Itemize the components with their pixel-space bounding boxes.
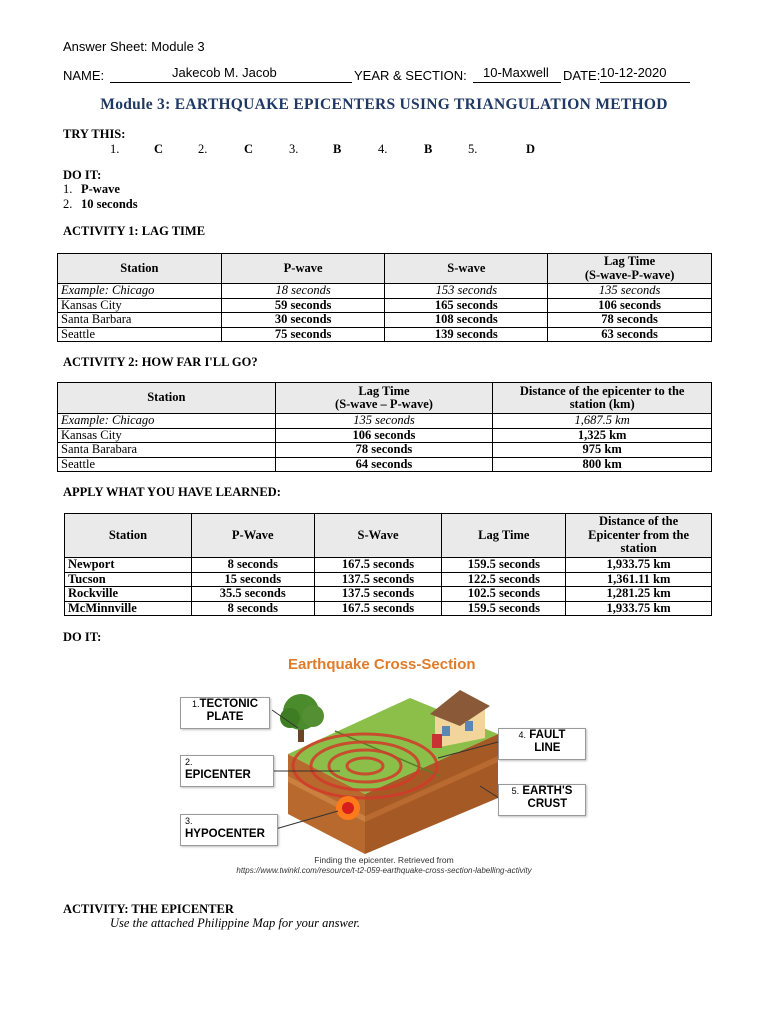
table-cell: 137.5 seconds <box>314 587 442 602</box>
table-row <box>58 457 712 472</box>
table-header: S-wave <box>385 254 548 284</box>
table-row <box>65 587 712 602</box>
try-item-4-answer: B <box>424 142 433 156</box>
label-tectonic-plate <box>180 697 270 729</box>
year-section-label: YEAR & SECTION: <box>354 68 467 83</box>
activity2-heading: ACTIVITY 2: HOW FAR I'LL GO? <box>63 355 258 369</box>
table-cell: Tucson <box>65 572 192 587</box>
table-cell: 1,281.25 km <box>566 587 712 602</box>
label-number: 2. <box>185 757 193 767</box>
label-number: 1. <box>191 699 200 709</box>
table-cell: 78 seconds <box>548 313 712 328</box>
label-fault-line <box>498 728 586 760</box>
table-cell: 1,687.5 km <box>493 414 712 429</box>
label-text: FAULT LINE <box>529 729 566 754</box>
table-cell: 800 km <box>493 457 712 472</box>
table-row <box>65 601 712 616</box>
table-cell: Example: Chicago <box>58 414 276 429</box>
label-number: 5. <box>511 786 520 796</box>
table-header: Lag Time (S-wave-P-wave) <box>548 254 712 284</box>
do-it-heading: DO IT: <box>63 168 102 182</box>
table-cell: 167.5 seconds <box>314 558 442 573</box>
table-cell: 75 seconds <box>221 327 385 342</box>
table-cell: 30 seconds <box>221 313 385 328</box>
epicenter-heading: ACTIVITY: THE EPICENTER <box>63 902 234 916</box>
try-item-2-num: 2. <box>198 142 208 156</box>
table-header: Distance of the epicenter to the station (km) <box>493 383 712 414</box>
label-earths-crust <box>498 784 586 816</box>
date-label: DATE: <box>563 68 601 83</box>
try-item-2-answer: C <box>244 142 254 156</box>
table-header: Station <box>58 383 276 414</box>
label-text: HYPOCENTER <box>185 828 265 840</box>
try-item-1-answer: C <box>154 142 164 156</box>
label-number: 4. <box>518 730 527 740</box>
do-it-item-1-text: P-wave <box>81 182 120 196</box>
table-cell: 63 seconds <box>548 327 712 342</box>
table-cell: Santa Barabara <box>58 443 276 458</box>
label-number: 3. <box>185 816 193 826</box>
table-cell: 102.5 seconds <box>442 587 566 602</box>
label-text: EPICENTER <box>185 769 251 781</box>
table-cell: Seattle <box>58 457 276 472</box>
try-item-5-num: 5. <box>468 142 478 156</box>
table-row <box>58 443 712 458</box>
try-item-5-answer: D <box>526 142 536 156</box>
name-value: Jakecob M. Jacob <box>172 65 277 80</box>
table-header: Distance of the Epicenter from the station <box>566 514 712 558</box>
table-cell: Kansas City <box>58 428 276 443</box>
apply-heading: APPLY WHAT YOU HAVE LEARNED: <box>63 485 281 499</box>
try-item-4-num: 4. <box>378 142 388 156</box>
table-header: Station <box>65 514 192 558</box>
do-it-item-2-num: 2. <box>63 197 73 211</box>
activity2-table <box>57 382 712 472</box>
table-cell: 106 seconds <box>548 298 712 313</box>
try-item-3-answer: B <box>333 142 342 156</box>
table-cell: 8 seconds <box>191 558 314 573</box>
do-it-2-heading: DO IT: <box>63 630 102 644</box>
table-cell: Rockville <box>65 587 192 602</box>
figure-title: Earthquake Cross-Section <box>288 656 476 673</box>
table-cell: 1,325 km <box>493 428 712 443</box>
label-epicenter <box>180 755 274 787</box>
table-cell: 153 seconds <box>385 284 548 299</box>
table-row <box>58 327 712 342</box>
table-row <box>58 284 712 299</box>
table-header: P-wave <box>221 254 385 284</box>
table-cell: Example: Chicago <box>58 284 222 299</box>
table-cell: 975 km <box>493 443 712 458</box>
table-cell: Newport <box>65 558 192 573</box>
table-cell: 106 seconds <box>275 428 493 443</box>
name-label: NAME: <box>63 68 105 83</box>
table-cell: 165 seconds <box>385 298 548 313</box>
table-row <box>58 414 712 429</box>
table-cell: 59 seconds <box>221 298 385 313</box>
do-it-item-2-text: 10 seconds <box>81 197 138 211</box>
label-text: TECTONIC PLATE <box>199 698 259 723</box>
table-cell: 64 seconds <box>275 457 493 472</box>
apply-table <box>64 513 712 616</box>
activity1-table <box>57 253 712 342</box>
table-cell: 159.5 seconds <box>442 558 566 573</box>
table-row <box>65 558 712 573</box>
table-cell: 108 seconds <box>385 313 548 328</box>
figure-caption-line2: https://www.twinkl.com/resource/t-t2-059-earthquake-cross-section-labelling-activity <box>236 866 532 875</box>
table-cell: 167.5 seconds <box>314 601 442 616</box>
table-cell: Santa Barbara <box>58 313 222 328</box>
table-header: Station <box>58 254 222 284</box>
date-value: 10-12-2020 <box>600 65 667 80</box>
table-cell: 122.5 seconds <box>442 572 566 587</box>
table-header: Lag Time <box>442 514 566 558</box>
label-text: EARTH'S CRUST <box>522 785 573 810</box>
table-row <box>58 298 712 313</box>
table-cell: 135 seconds <box>548 284 712 299</box>
table-row <box>58 313 712 328</box>
do-it-item-1-num: 1. <box>63 182 73 196</box>
table-cell: 159.5 seconds <box>442 601 566 616</box>
table-cell: 1,933.75 km <box>566 601 712 616</box>
table-cell: 8 seconds <box>191 601 314 616</box>
table-cell: Kansas City <box>58 298 222 313</box>
table-row <box>65 572 712 587</box>
activity1-heading: ACTIVITY 1: LAG TIME <box>63 224 206 238</box>
label-hypocenter <box>180 814 278 846</box>
table-cell: 35.5 seconds <box>191 587 314 602</box>
table-header: Lag Time (S-wave – P-wave) <box>275 383 493 414</box>
table-cell: 135 seconds <box>275 414 493 429</box>
try-this-heading: TRY THIS: <box>63 127 126 141</box>
table-cell: McMinnville <box>65 601 192 616</box>
table-cell: 18 seconds <box>221 284 385 299</box>
table-header: S-Wave <box>314 514 442 558</box>
year-section-value: 10-Maxwell <box>483 65 549 80</box>
module-title: Module 3: EARTHQUAKE EPICENTERS USING TRIANGULATION METHOD <box>100 96 668 113</box>
table-row <box>58 428 712 443</box>
try-item-1-num: 1. <box>110 142 120 156</box>
table-cell: 137.5 seconds <box>314 572 442 587</box>
table-cell: Seattle <box>58 327 222 342</box>
epicenter-instruction: Use the attached Philippine Map for your answer. <box>110 916 360 930</box>
table-cell: 139 seconds <box>385 327 548 342</box>
try-item-3-num: 3. <box>289 142 299 156</box>
table-header: P-Wave <box>191 514 314 558</box>
table-cell: 78 seconds <box>275 443 493 458</box>
table-cell: 15 seconds <box>191 572 314 587</box>
sheet-title: Answer Sheet: Module 3 <box>63 39 205 54</box>
table-cell: 1,361.11 km <box>566 572 712 587</box>
figure-caption-line1: Finding the epicenter. Retrieved from <box>314 855 454 865</box>
table-cell: 1,933.75 km <box>566 558 712 573</box>
